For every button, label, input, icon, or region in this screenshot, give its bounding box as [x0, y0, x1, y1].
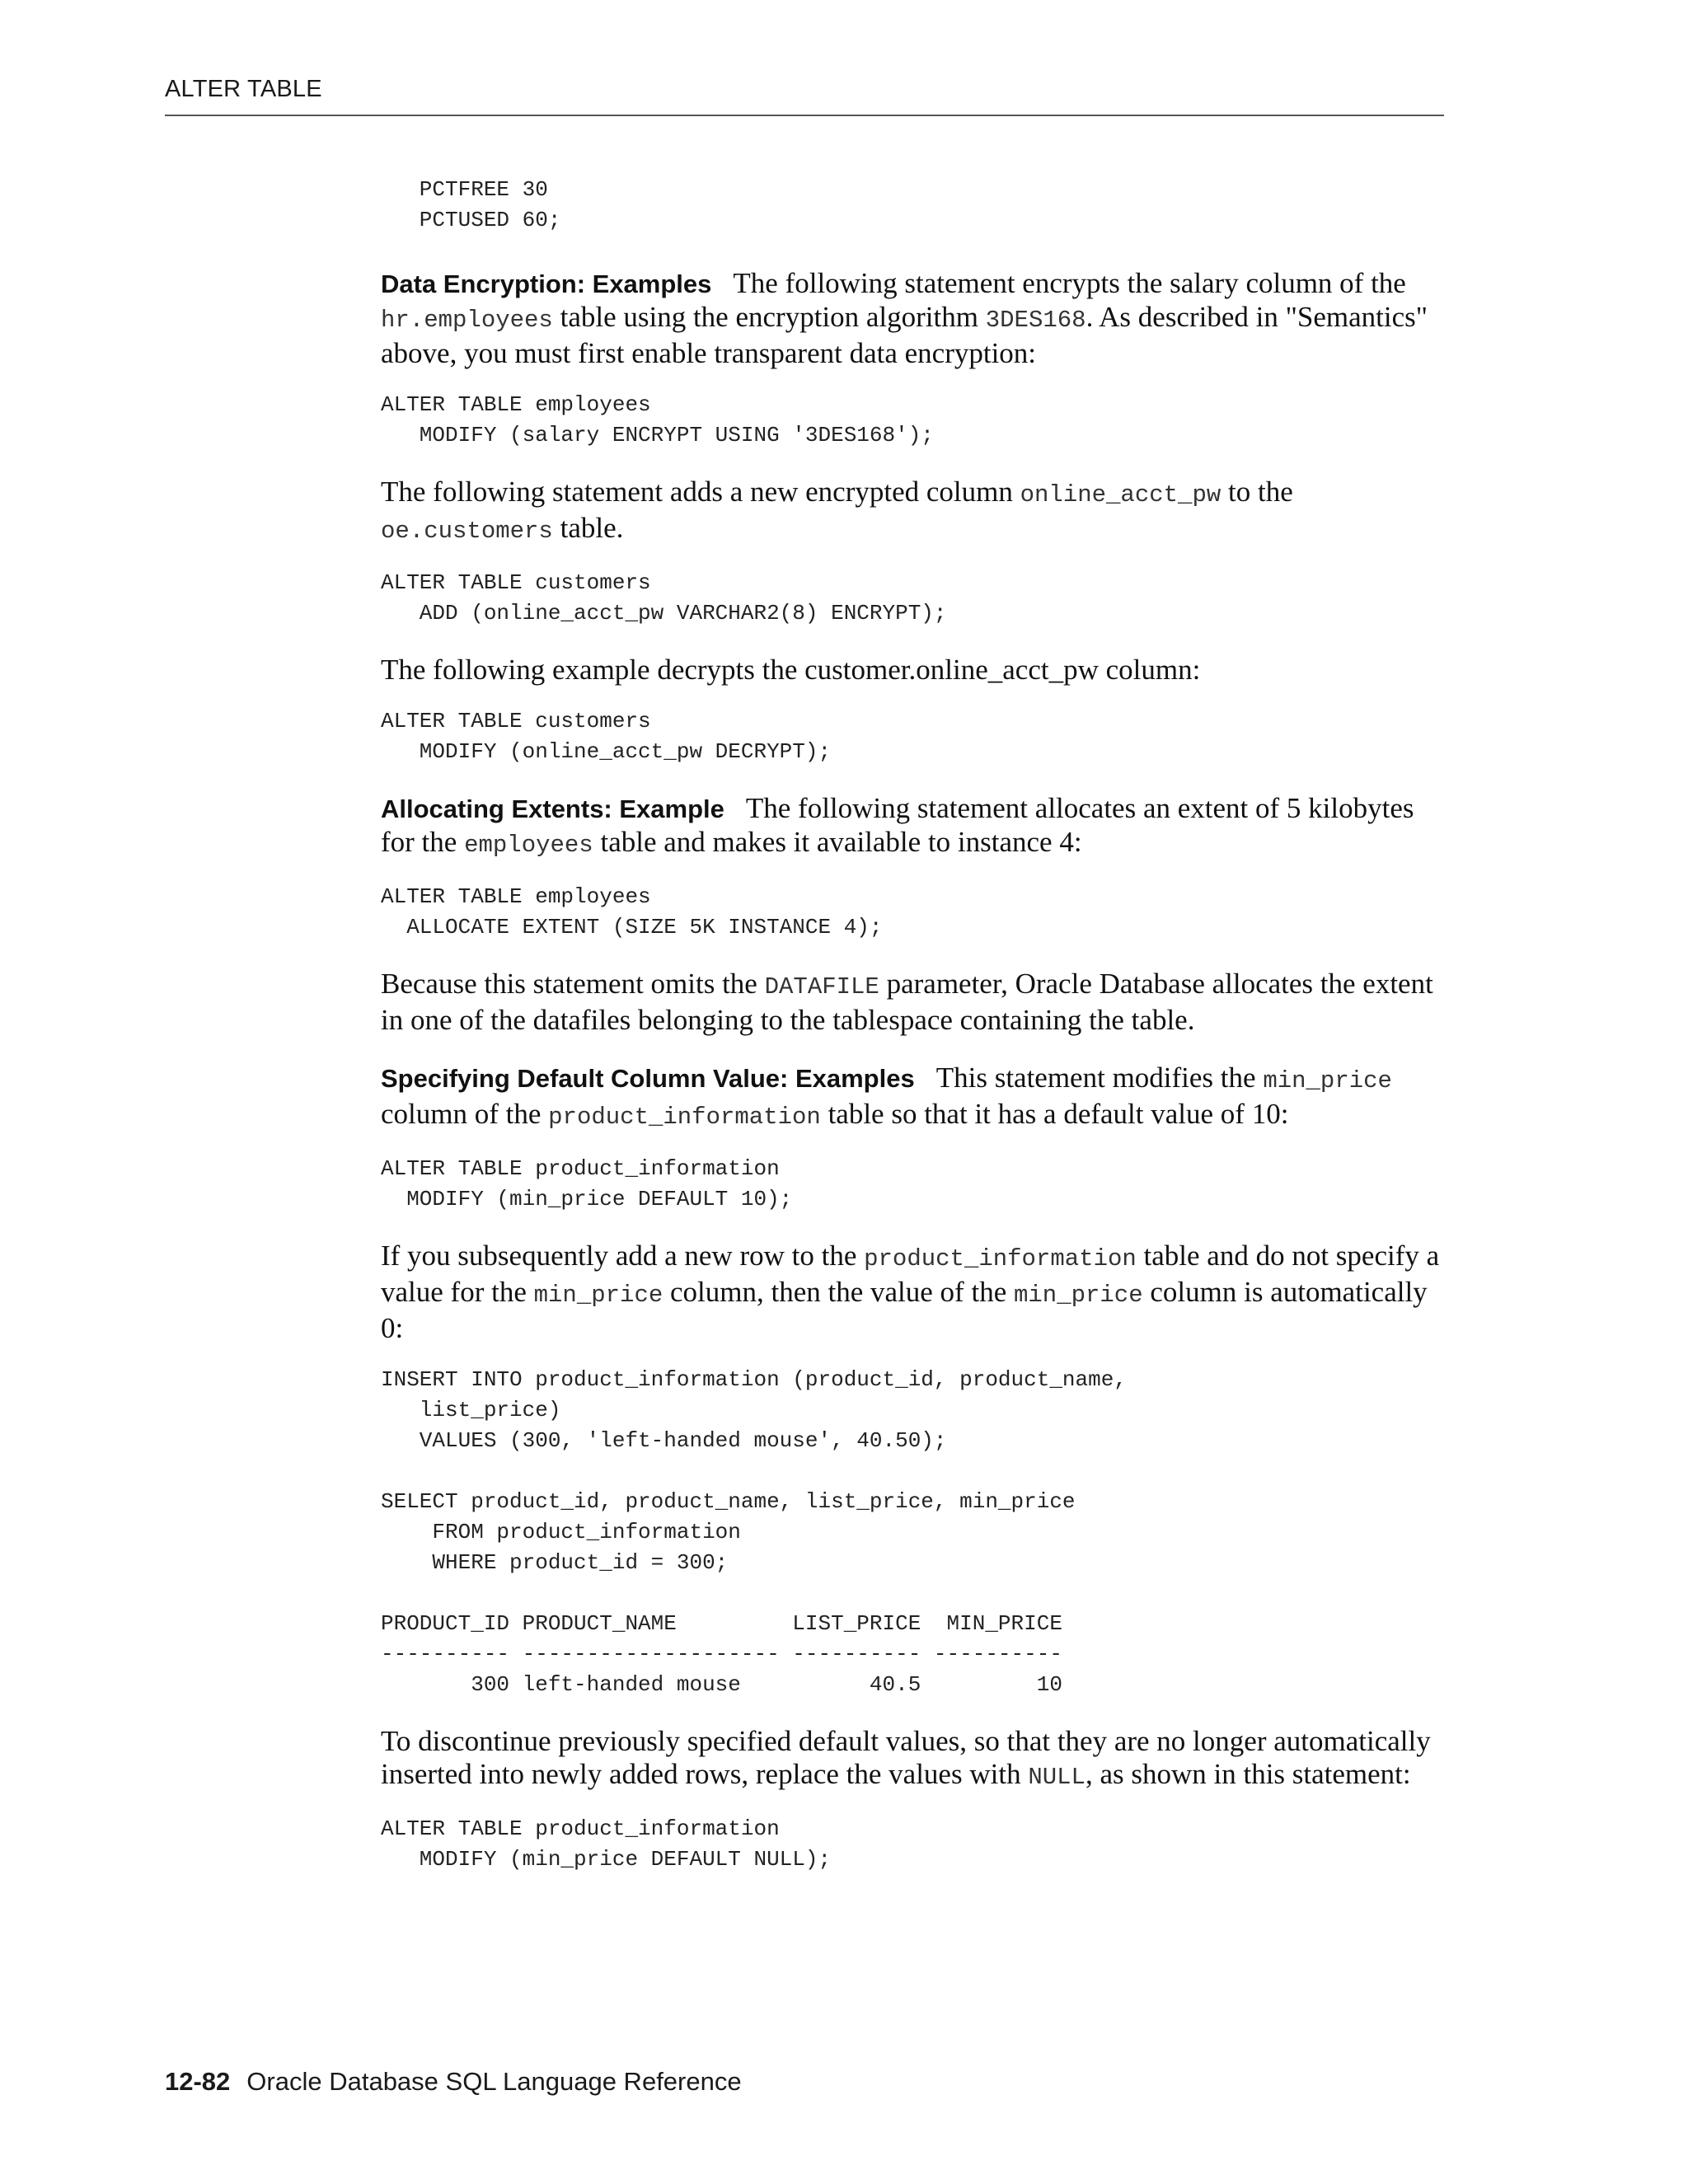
inline-code: employees: [464, 832, 593, 859]
paragraph-decrypt: The following example decrypts the customer.online_acct_pw column:: [381, 654, 1201, 686]
paragraph-datafile: Because this statement omits the DATAFILE parameter, Oracle Database allocates the extent in one of the datafiles belonging to the tablespace containing the table.: [381, 968, 1433, 1036]
code-block-pctfree: PCTFREE 30 PCTUSED 60;: [419, 177, 561, 232]
code-block-default-null: ALTER TABLE product_information MODIFY (min_price DEFAULT NULL);: [381, 1816, 832, 1872]
inline-code: product_information: [548, 1104, 821, 1131]
running-head-title: ALTER TABLE: [165, 76, 322, 102]
main-content: [381, 175, 1452, 1875]
code-block-insert-select: INSERT INTO product_information (product_id, product_name, list_price) VALUES (300, 'left-handed mouse', 40.50); SELECT product_id, product_name, list_price, min_price FROM product_information WHERE product_id = 300; PRODUCT_ID PRODUCT_NAME LIST_PRICE MIN_PRICE ---------- -------------------- ---------- ---------- 300 left-handed mouse 40.5 10: [381, 1367, 1127, 1697]
book-title: Oracle Database SQL Language Reference: [246, 2067, 742, 2096]
inline-code: DATAFILE: [764, 973, 879, 1001]
inline-code: min_price: [533, 1282, 663, 1309]
paragraph-allocating-extents: Allocating Extents: Example The following statement allocates an extent of 5 kilobytes for the employees table and makes it available to instance 4:: [381, 792, 1414, 859]
paragraph-add-encrypted-column: The following statement adds a new encrypted column online_acct_pw to the oe.customers table.: [381, 476, 1293, 545]
page-number: 12-82: [165, 2067, 231, 2096]
code-block-allocate: ALTER TABLE employees ALLOCATE EXTENT (SIZE 5K INSTANCE 4);: [381, 884, 883, 940]
runin-heading-allocating-extents: Allocating Extents: Example: [381, 794, 724, 823]
header-rule: [165, 115, 1444, 116]
code-block-encrypt: ALTER TABLE employees MODIFY (salary ENCRYPT USING '3DES168');: [381, 392, 934, 448]
inline-code: min_price: [1013, 1282, 1143, 1309]
inline-code: min_price: [1263, 1067, 1392, 1094]
inline-code: oe.customers: [381, 518, 553, 545]
runin-heading-default-column-value: Specifying Default Column Value: Examples: [381, 1064, 915, 1093]
code-block-default: ALTER TABLE product_information MODIFY (min_price DEFAULT 10);: [381, 1156, 793, 1212]
inline-code: hr.employees: [381, 307, 553, 334]
paragraph-data-encryption: Data Encryption: Examples The following statement encrypts the salary column of the hr.employees table using the encryption algorithm 3DES168. As described in "Semantics" above, you must first enable transparent data encryption:: [381, 267, 1428, 369]
inline-code: 3DES168: [985, 307, 1086, 334]
code-block-decrypt: ALTER TABLE customers MODIFY (online_acct_pw DECRYPT);: [381, 709, 832, 764]
inline-code: online_acct_pw: [1020, 481, 1221, 509]
code-block-add-column: ALTER TABLE customers ADD (online_acct_pw VARCHAR2(8) ENCRYPT);: [381, 570, 947, 626]
inline-code: product_information: [864, 1245, 1137, 1272]
paragraph-discontinue-default: To discontinue previously specified default values, so that they are no longer automatically inserted into newly added rows, replace the values with NULL, as shown in this statement:: [381, 1725, 1431, 1791]
runin-heading-data-encryption: Data Encryption: Examples: [381, 269, 712, 298]
paragraph-default-column-value: Specifying Default Column Value: Examples This statement modifies the min_price column of the product_information table so that it has a default value of 10:: [381, 1062, 1392, 1131]
page-footer: [165, 2067, 742, 2097]
paragraph-subsequent-insert: If you subsequently add a new row to the product_information table and do not specify a value for the min_price column, then the value of the min_price column is automatically 0:: [381, 1240, 1440, 1344]
inline-code: NULL: [1028, 1764, 1085, 1791]
